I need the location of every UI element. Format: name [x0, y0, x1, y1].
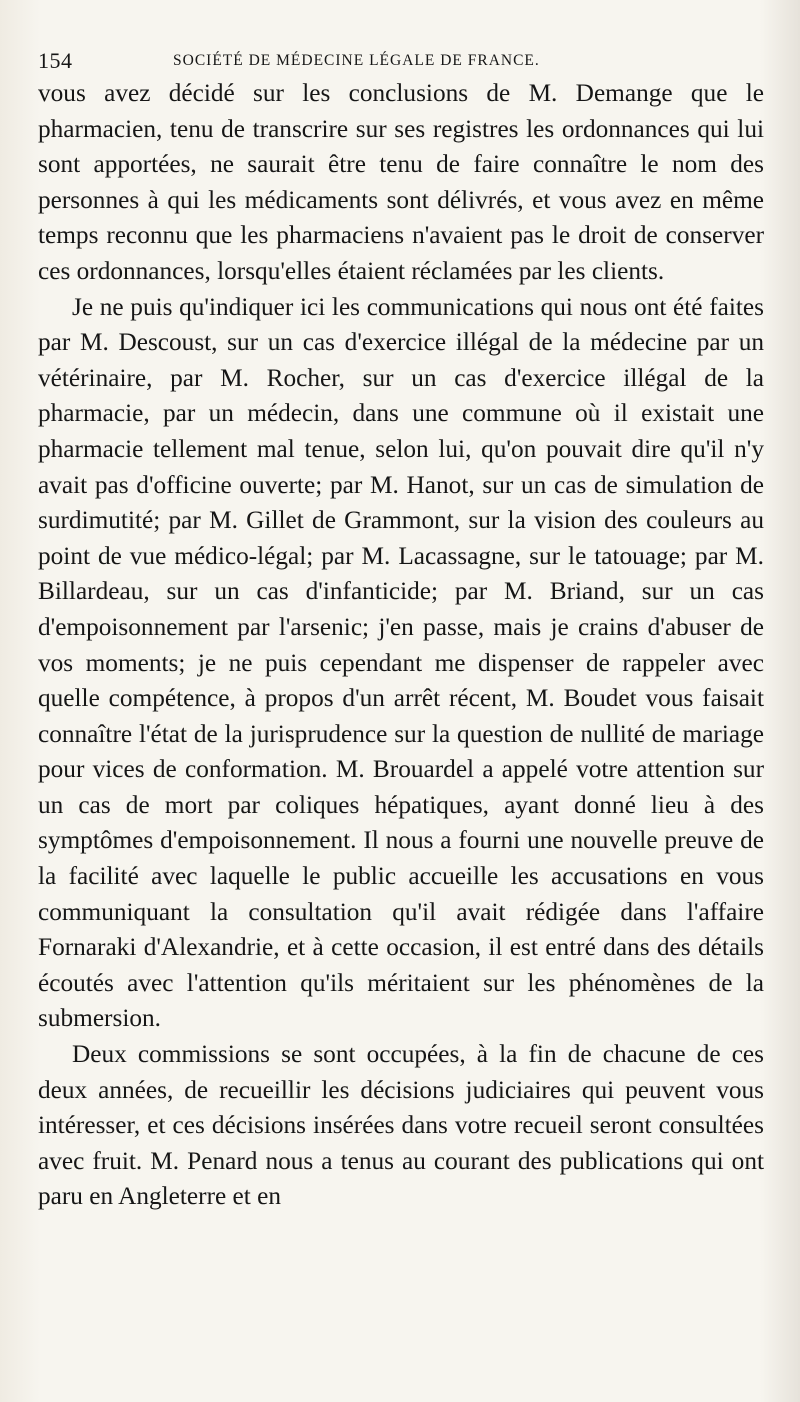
page-header	[38, 40, 768, 74]
paragraph-communications: Je ne puis qu'indiquer ici les communications qui nous ont été faites par M. Descoust, sur un cas d'exercice illégal de la médecine par un vétérinaire, par M. Rocher, sur un cas d'exercice illégal de la pharmacie, par un médecin, dans une commune où il existait une pharmacie tellement mal tenue, selon lui, qu'on pouvait dire qu'il n'y avait pas d'officine ouverte; par M. Hanot, sur un cas de simulation de surdimutité; par M. Gillet de Grammont, sur la vision des couleurs au point de vue médico-légal; par M. Lacassagne, sur le tatouage; par M. Billardeau, sur un cas d'infanticide; par M. Briand, sur un cas d'empoisonnement par l'arsenic; j'en passe, mais je crains d'abuser de vos moments; je ne puis cependant me dispenser de rappeler avec quelle compétence, à propos d'un arrêt récent, M. Boudet vous faisait connaître l'état de la jurisprudence sur la question de nullité de mariage pour vices de conformation. M. Brouardel a appelé votre attention sur un cas de mort par coliques hépatiques, ayant donné lieu à des symptômes d'empoisonnement. Il nous a fourni une nouvelle preuve de la facilité avec laquelle le public accueille les accusations en vous communiquant la consultation qu'il avait rédigée dans l'affaire Fornaraki d'Alexandrie, et à cette occasion, il est entré dans des détails écoutés avec l'attention qu'ils méritaient sur les phénomènes de la submersion.	[38, 292, 764, 1033]
paragraph-commissions: Deux commissions se sont occupées, à la fin de chacune de ces deux années, de recueillir les décisions judiciaires qui peuvent vous intéresser, et ces décisions insérées dans votre recueil seront consultées avec fruit. M. Penard nous a tenus au courant des publications qui ont paru en Angleterre et en	[38, 1040, 764, 1211]
body-text	[38, 76, 764, 1215]
page-number: 154	[38, 48, 73, 73]
paragraph-continuation: vous avez décidé sur les conclusions de M. Demange que le pharmacien, tenu de transcrire sur ses registres les ordonnances qui lui sont apportées, ne saurait être tenu de faire connaître le nom des personnes à qui les médicaments sont délivrés, et vous avez en même temps reconnu que les pharmaciens n'avaient pas le droit de conserver ces ordonnances, lorsqu'elles étaient réclamées par les clients.	[38, 79, 764, 285]
running-head: SOCIÉTÉ DE MÉDECINE LÉGALE DE FRANCE.	[173, 52, 540, 69]
